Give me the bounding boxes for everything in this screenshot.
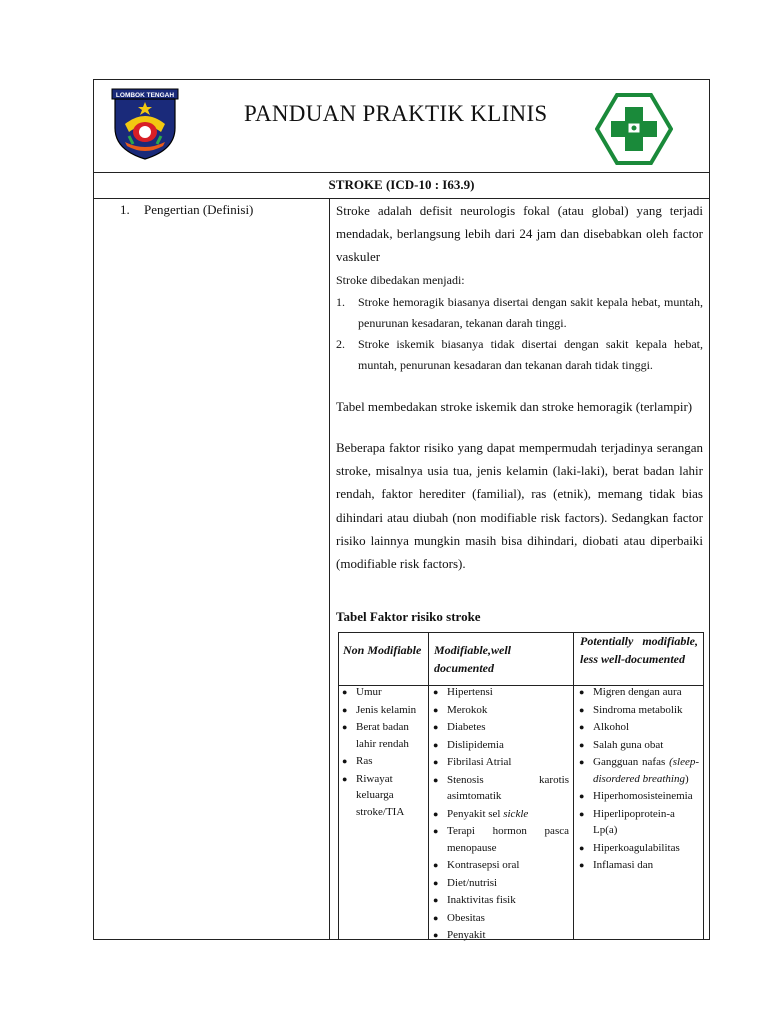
list-item-text: ) — [684, 772, 689, 785]
health-cross-logo — [595, 93, 673, 165]
list-item-italic: sickle — [503, 807, 529, 820]
list-item: ● Umur — [342, 684, 424, 701]
list-item-text: Stroke iskemik biasanya tidak disertai dengan sakit kepala hebat, muntah, penurunan kesadaran dan tekanan darah tidak tinggi. — [358, 337, 703, 372]
list-item — [336, 334, 703, 376]
list-item: ● Diet/nutrisi — [433, 875, 569, 892]
risk-table-col-divider — [428, 632, 429, 940]
list-item: ● Sindroma metabolik — [579, 702, 699, 719]
list-item-number: 1. — [336, 295, 345, 309]
list-item: ● Merokok — [433, 702, 569, 719]
definition-intro: Stroke adalah defisit neurologis fokal (atau global) yang terjadi mendadak, berlangsung lebih dari 24 jam dan disebabkan oleh factor vaskuler — [336, 203, 703, 264]
list-item — [433, 806, 569, 823]
svg-text:LOMBOK TENGAH: LOMBOK TENGAH — [115, 92, 175, 99]
list-item: ● Obesitas — [433, 910, 569, 927]
list-item-text: Stroke hemoragik biasanya disertai dengan sakit kepala hebat, muntah, penurunan kesadaran, tekanan darah tinggi. — [358, 295, 703, 330]
list-item: ● Salah guna obat — [579, 737, 699, 754]
list-item-number: 2. — [336, 337, 345, 351]
risk-table-header: Potentially modifiable, less well-documented — [580, 634, 698, 666]
risk-table-title: Tabel Faktor risiko stroke — [336, 609, 481, 624]
risk-table-header: Modifiable,well documented — [434, 643, 511, 675]
risk-paragraph: Beberapa faktor risiko yang dapat mempermudah terjadinya serangan stroke, misalnya usia tua, jenis kelamin (laki-laki), berat badan lahir rendah, faktor herediter (familial), ras (etnik), memang tidak bias dihindari atau diubah (non modifiable risk factors). Sedangkan factor risiko lainnya mungkin masih bisa dihindari, diobati atau diperbaiki (modifiable risk factors). — [336, 440, 703, 572]
definition-number: 1. — [120, 202, 130, 217]
list-item: ● Hiperlipoprotein-a Lp(a) — [579, 806, 699, 839]
list-item: ● Migren dengan aura — [579, 684, 699, 701]
column-divider — [329, 198, 330, 940]
definition-label-text: Pengertian (Definisi) — [144, 202, 254, 217]
risk-table-col-divider — [573, 632, 574, 940]
list-item: ● Berat badan lahir rendah — [342, 719, 424, 752]
definition-label — [120, 202, 253, 218]
list-item-text: Gangguan nafas — [593, 756, 670, 768]
list-item: ● Kontrasepsi oral — [433, 857, 569, 874]
header-divider — [93, 172, 710, 173]
list-item-italic: (sleep-disordered breathing — [593, 756, 699, 785]
list-item: ● Hipertensi — [433, 684, 569, 701]
list-item: ● Diabetes — [433, 719, 569, 736]
list-item: ● Hiperhomosisteinemia — [579, 788, 699, 805]
list-item — [579, 754, 699, 787]
list-item: ● Riwayat keluarga stroke/TIA — [342, 771, 424, 821]
risk-list-modifiable — [433, 684, 569, 945]
list-item — [336, 292, 703, 334]
list-item: ● Jenis kelamin — [342, 702, 424, 719]
list-item: ● Ras — [342, 753, 424, 770]
list-item-text: Penyakit sel — [447, 807, 504, 820]
list-item: ● Hiperkoagulabilitas — [579, 840, 699, 857]
section-title: STROKE (ICD-10 : I63.9) — [328, 177, 475, 192]
lombok-tengah-logo — [111, 88, 179, 160]
list-item: ● Stenosis karotis asimtomatik — [433, 772, 569, 805]
risk-list-non-modifiable — [342, 684, 424, 821]
division-intro: Stroke dibedakan menjadi: — [336, 273, 465, 287]
document-title: PANDUAN PRAKTIK KLINIS — [244, 101, 548, 126]
risk-table-header: Non Modifiable — [343, 643, 422, 657]
list-item: ● Fibrilasi Atrial — [433, 754, 569, 771]
list-item: ● Inaktivitas fisik — [433, 892, 569, 909]
risk-list-potentially-modifiable — [579, 684, 699, 875]
table-note: Tabel membedakan stroke iskemik dan stroke hemoragik (terlampir) — [336, 399, 693, 414]
list-item: ● Dislipidemia — [433, 737, 569, 754]
list-item: ● Penyakit — [433, 927, 569, 944]
list-item: ● Terapi hormon pasca menopause — [433, 823, 569, 856]
list-item: ● Inflamasi dan — [579, 857, 699, 874]
list-item: ● Alkohol — [579, 719, 699, 736]
